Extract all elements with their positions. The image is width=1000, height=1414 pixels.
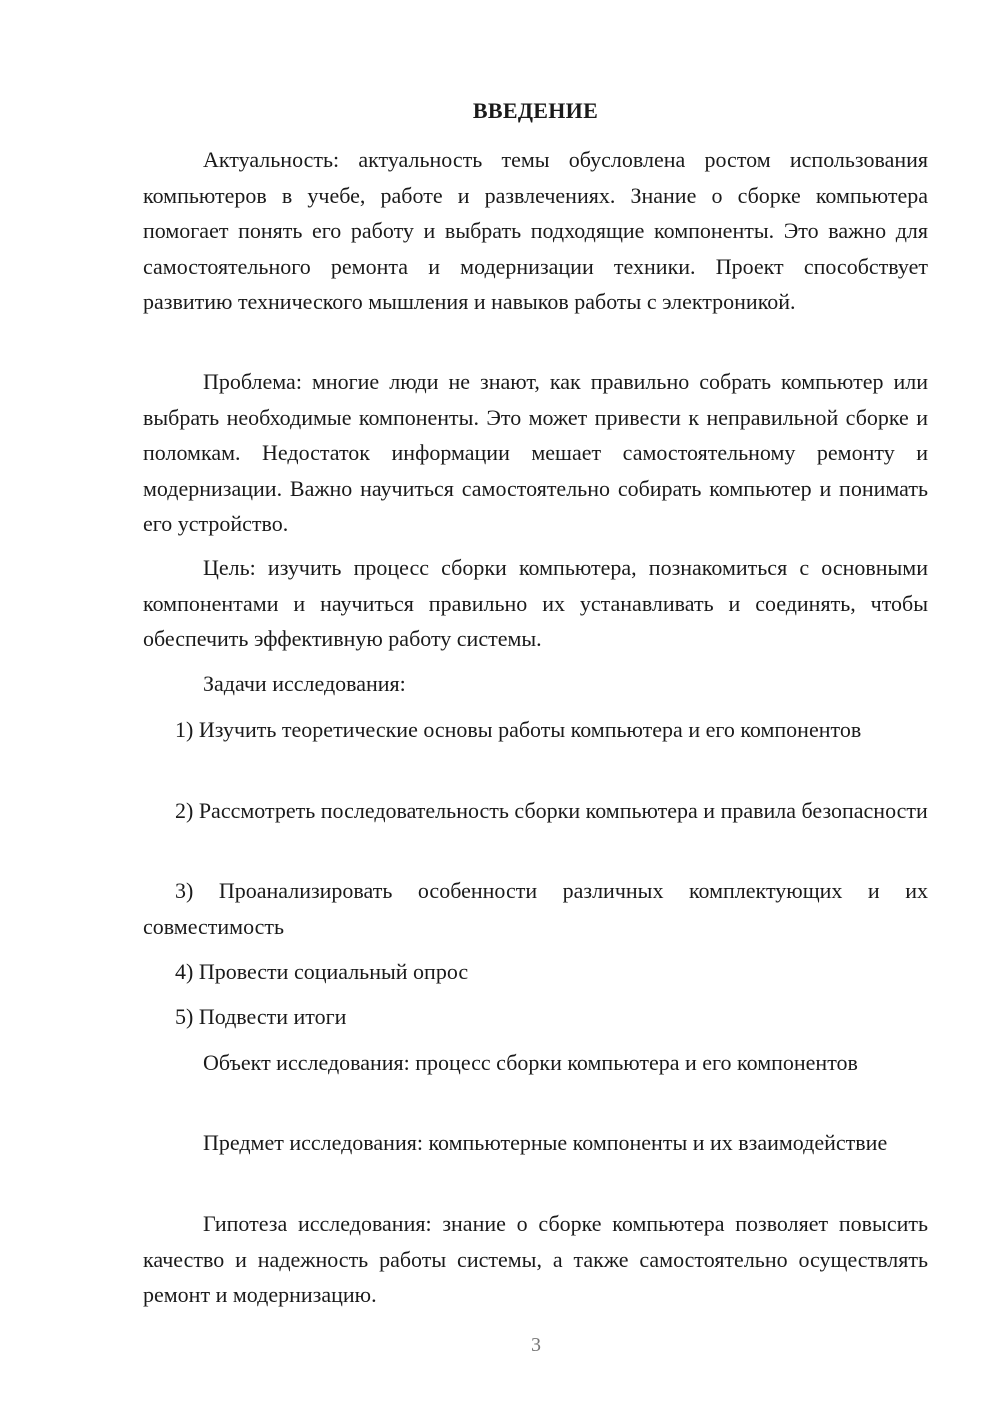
paragraph-goal: Цель: изучить процесс сборки компьютера, познакомиться с основными компонентами и научиться правильно их устанавливать и соединять, чтобы обеспечить эффективную работу системы. xyxy=(143,555,928,651)
task-item-1: 1) Изучить теоретические основы работы компьютера и его компонентов xyxy=(175,717,862,742)
task-item-2: 2) Рассмотреть последовательность сборки компьютера и правила безопасности xyxy=(175,798,928,823)
page-number: 3 xyxy=(531,1334,541,1356)
paragraph-research-hypothesis: Гипотеза исследования: знание о сборке компьютера позволяет повысить качество и надежность работы системы, а также самостоятельно осуществлять ремонт и модернизацию. xyxy=(143,1211,928,1307)
paragraph-problem: Проблема: многие люди не знают, как правильно собрать компьютер или выбрать необходимые компоненты. Это может привести к неправильной сборке и поломкам. Недостаток информации мешает самостоятельному ремонту и модернизации. Важно научиться самостоятельно собирать компьютер и понимать его устройство. xyxy=(143,369,928,536)
task-item-3: 3) Проанализировать особенности различных комплектующих и их совместимость xyxy=(143,878,928,939)
task-item-4: 4) Провести социальный опрос xyxy=(175,959,469,984)
paragraph-tasks-intro: Задачи исследования: xyxy=(203,671,406,696)
section-heading: ВВЕДЕНИЕ xyxy=(472,98,599,123)
paragraph-research-object: Объект исследования: процесс сборки компьютера и его компонентов xyxy=(203,1050,858,1075)
task-item-5: 5) Подвести итоги xyxy=(175,1004,347,1029)
paragraph-research-subject: Предмет исследования: компьютерные компоненты и их взаимодействие xyxy=(203,1130,888,1155)
paragraph-relevance: Актуальность: актуальность темы обусловлена ростом использования компьютеров в учебе, работе и развлечениях. Знание о сборке компьютера помогает понять его работу и выбрать подходящие компоненты. Это важно для самостоятельного ремонта и модернизации техники. Проект способствует развитию технического мышления и навыков работы с электроникой. xyxy=(143,147,928,314)
